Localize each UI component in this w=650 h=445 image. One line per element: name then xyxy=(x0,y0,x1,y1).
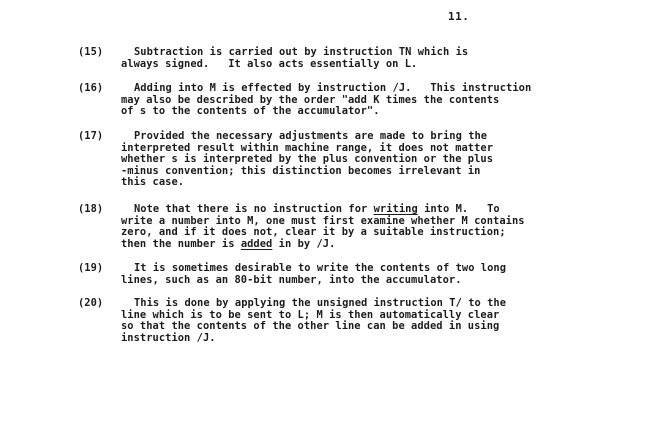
note-number: (18) xyxy=(78,203,104,215)
note-line: whether s is interpreted by the plus convention or the plus xyxy=(121,153,494,165)
note-text xyxy=(121,47,601,70)
note-line-part: then the number is xyxy=(121,237,241,250)
note-line-part: in by /J. xyxy=(272,237,336,250)
note-number: (15) xyxy=(78,46,104,58)
note-line: instruction /J. xyxy=(121,331,216,344)
underlined-word: writing xyxy=(373,203,418,215)
note-line: may also be described by the order "add K times the contents xyxy=(121,93,500,106)
note-line: so that the contents of the other line can be added in using xyxy=(121,320,500,332)
note-line-part: into M. To xyxy=(417,203,500,215)
note-line: always signed. It also acts essentially on L. xyxy=(121,57,418,70)
note-text xyxy=(121,83,601,118)
note-line: lines, such as an 80-bit number, into the accumulator. xyxy=(121,273,462,286)
note-line: write a number into M, one must first examine whether M contains xyxy=(121,214,525,227)
page-number: 11. xyxy=(448,10,470,23)
note-line: of s to the contents of the accumulator". xyxy=(121,105,380,117)
note-line: This is done by applying the unsigned instruction T/ to the xyxy=(134,297,507,309)
note-number: (19) xyxy=(78,262,104,274)
note-line: line which is to be sent to L; M is then automatically clear xyxy=(121,308,500,321)
note-line: It is sometimes desirable to write the contents of two long xyxy=(134,262,507,274)
note-line: Subtraction is carried out by instruction TN which is xyxy=(134,46,469,58)
note-text xyxy=(121,204,601,250)
underlined-word: added xyxy=(240,237,273,250)
note-line: Provided the necessary adjustments are made to bring the xyxy=(134,130,488,142)
note-text xyxy=(121,131,601,189)
note-text xyxy=(121,263,601,286)
note-line-part: Note that there is no instruction for xyxy=(134,203,374,215)
note-number: (16) xyxy=(78,82,104,94)
note-number: (20) xyxy=(78,297,104,309)
note-line: Adding into M is effected by instruction /J. This instruction xyxy=(134,82,532,94)
note-line xyxy=(121,239,601,251)
note-text xyxy=(121,298,601,344)
note-line: this case. xyxy=(121,176,185,188)
note-line: -minus convention; this distinction becomes irrelevant in xyxy=(121,164,481,177)
note-number: (17) xyxy=(78,130,104,142)
note-line xyxy=(134,204,601,216)
note-line: interpreted result within machine range, it does not matter xyxy=(121,141,494,154)
note-line: zero, and if it does not, clear it by a suitable instruction; xyxy=(121,226,506,238)
